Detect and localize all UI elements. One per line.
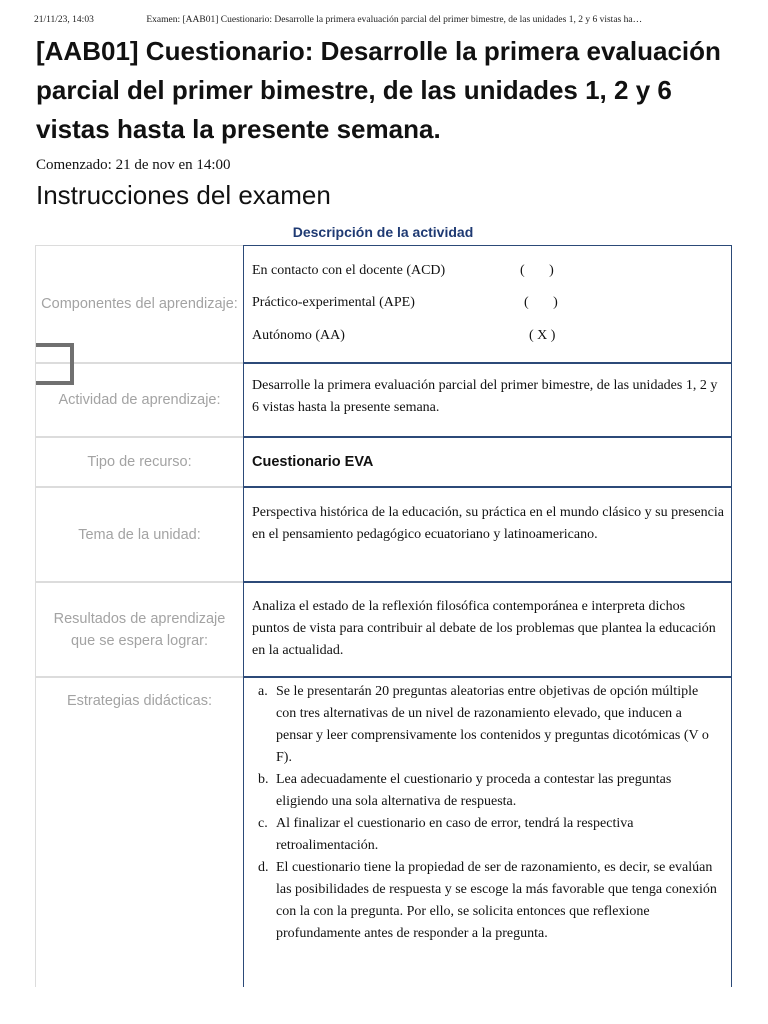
print-page-title: Examen: [AAB01] Cuestionario: Desarrolle la primera evaluación parcial del primer bimestre, de las unidades 1, 2 y 6 vistas ha… [146, 15, 643, 25]
component-item-ape [252, 292, 415, 314]
resource-type: Cuestionario EVA [252, 454, 374, 470]
component-item-acd [252, 260, 445, 282]
resource-label: Tipo de recurso: [35, 437, 243, 487]
print-footer [36, 996, 736, 1006]
bracket-frame-icon [36, 343, 74, 385]
list-item-text: Al finalizar el cuestionario en caso de error, tendrá la respectiva retroalimentación. [276, 816, 634, 853]
component-mark-ape: ( ) [524, 295, 558, 310]
results-value: Analiza el estado de la reflexión filosófica contemporánea e interpreta dichos puntos de vista para contribuir al debate de los problemas que plantea la educación en la actualidad. [243, 582, 732, 677]
component-name: En contacto con el docente (ACD) [252, 263, 446, 278]
table-row-activity [35, 363, 732, 437]
results-label: Resultados de aprendizaje que se espera lograr: [35, 582, 243, 677]
components-value [243, 245, 732, 363]
list-item [258, 857, 721, 945]
table-row-unit-topic [35, 487, 732, 582]
exam-title: [AAB01] Cuestionario: Desarrolle la primera evaluación parcial del primer bimestre, de las unidades 1, 2 y 6 vistas hasta la presente semana. [36, 36, 721, 144]
activity-value: Desarrolle la primera evaluación parcial del primer bimestre, de las unidades 1, 2 y 6 vistas hasta la presente semana. [243, 363, 732, 437]
table-row-strategies [35, 677, 732, 987]
strategies-label: Estrategias didácticas: [35, 677, 243, 987]
table-row-results [35, 582, 732, 677]
component-name: Práctico-experimental (APE) [252, 295, 415, 310]
table-row-components [35, 245, 732, 363]
component-item-aa [252, 325, 345, 347]
activity-label: Actividad de aprendizaje: [35, 363, 243, 437]
components-label: Componentes del aprendizaje: [35, 245, 243, 363]
strategies-value [243, 677, 732, 987]
list-item [258, 681, 721, 769]
resource-value [243, 437, 732, 487]
component-mark-acd: ( ) [520, 263, 554, 278]
list-item [258, 769, 721, 813]
list-item-text: Se le presentarán 20 preguntas aleatorias entre objetivas de opción múltiple con tres alternativas de un nivel de razonamiento elevado, que inducen a pensar y leer comprensivamente los contenidos y preguntas dicotómicas (V o F). [276, 684, 709, 765]
started-info: Comenzado: 21 de nov en 14:00 [36, 157, 231, 173]
print-timestamp: 21/11/23, 14:03 [34, 15, 94, 25]
list-marker: b. [258, 772, 269, 787]
list-item-text: Lea adecuadamente el cuestionario y proceda a contestar las preguntas eligiendo una sola alternativa de respuesta. [276, 772, 672, 809]
unit-topic-label: Tema de la unidad: [35, 487, 243, 582]
instructions-heading: Instrucciones del examen [36, 180, 331, 210]
list-marker: c. [258, 816, 268, 831]
description-heading: Descripción de la actividad [292, 224, 474, 240]
strategies-list [252, 681, 721, 945]
print-header [34, 15, 754, 25]
component-mark-aa: ( X ) [529, 328, 556, 343]
table-row-resource [35, 437, 732, 487]
list-item [258, 813, 721, 857]
list-item-text: El cuestionario tiene la propiedad de ser de razonamiento, es decir, se evalúan las posibilidades de respuesta y se escoge la más favorable que tenga conexión con la con la pregunta. Por ello, se solicita entonces que reflexione profundamente antes de responder a la pregunta. [276, 860, 717, 941]
list-marker: d. [258, 860, 269, 875]
component-name: Autónomo (AA) [252, 328, 345, 343]
list-marker: a. [258, 684, 268, 699]
unit-topic-value: Perspectiva histórica de la educación, su práctica en el mundo clásico y su presencia en el pensamiento pedagógico ecuatoriano y latinoamericano. [243, 487, 732, 582]
